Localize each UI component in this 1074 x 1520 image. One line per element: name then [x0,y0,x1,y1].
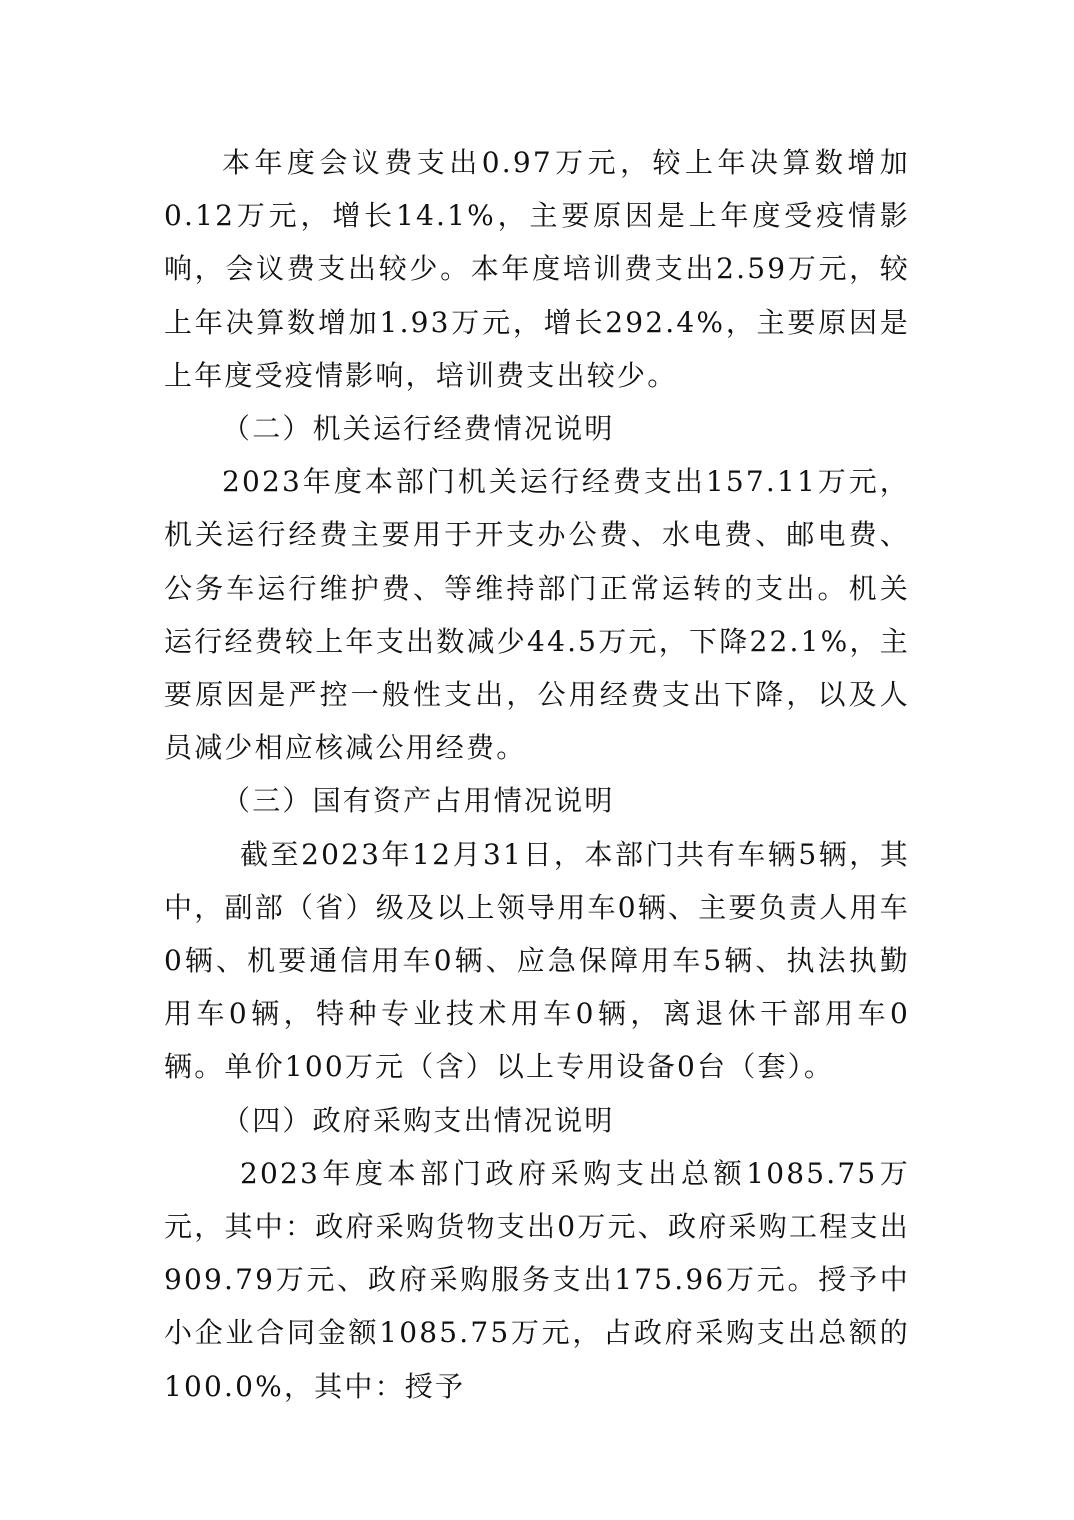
paragraph-government-procurement: 2023年度本部门政府采购支出总额1085.75万元，其中：政府采购货物支出0万元、政府采购工程支出909.79万元、政府采购服务支出175.96万元。授予中小企业合同金额1085.75万元，占政府采购支出总额的100.0%，其中：授予 [164,1156,910,1403]
section-heading-operating-funds: （二）机关运行经费情况说明 [222,412,615,446]
paragraph-meeting-training-fees: 本年度会议费支出0.97万元，较上年决算数增加0.12万元，增长14.1%，主要原因是上年度受疫情影响，会议费支出较少。本年度培训费支出2.59万元，较上年决算数增加1.93万元，增长292.4%，主要原因是上年度受疫情影响，培训费支出较少。 [164,146,910,392]
section-heading-state-assets: （三）国有资产占用情况说明 [222,784,615,818]
section-heading-government-procurement: （四）政府采购支出情况说明 [222,1103,615,1137]
document-body [164,136,910,1413]
paragraph-state-assets: 截至2023年12月31日，本部门共有车辆5辆，其中，副部（省）级及以上领导用车0辆、主要负责人用车0辆、机要通信用车0辆、应急保障用车5辆、执法执勤用车0辆，特种专业技术用车0辆，离退休干部用车0辆。单价100万元（含）以上专用设备0台（套）。 [164,837,910,1084]
paragraph-operating-funds: 2023年度本部门机关运行经费支出157.11万元，机关运行经费主要用于开支办公费、水电费、邮电费、公务车运行维护费、等维持部门正常运转的支出。机关运行经费较上年支出数减少44.5万元，下降22.1%，主要原因是严控一般性支出，公用经费支出下降，以及人员减少相应核减公用经费。 [164,465,910,765]
